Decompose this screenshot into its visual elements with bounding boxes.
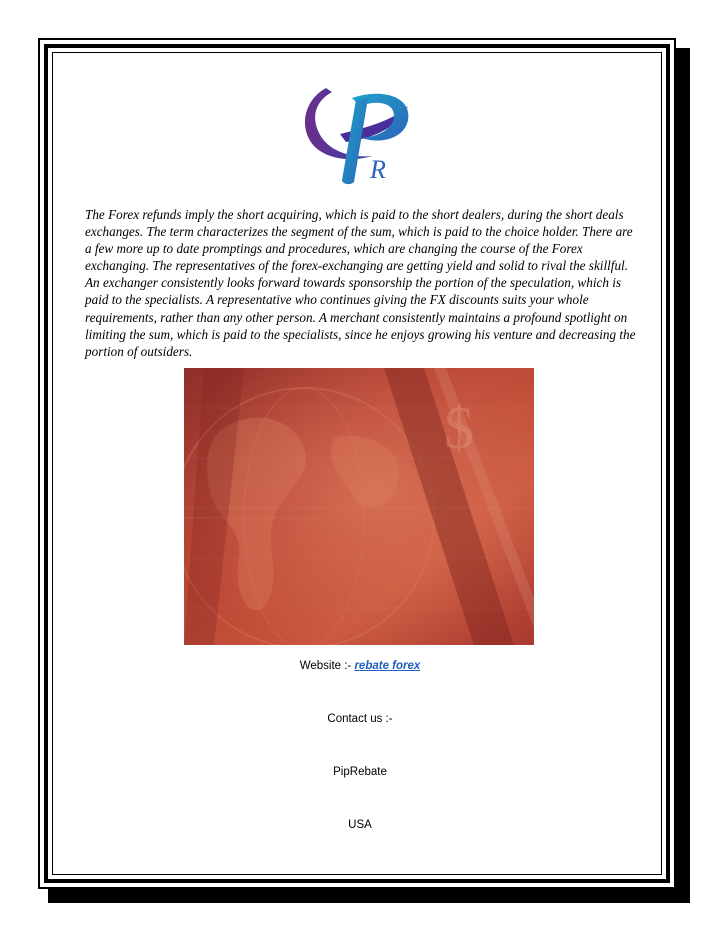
dollar-sign-graphic: $: [444, 395, 474, 461]
piprebate-logo: [296, 80, 422, 192]
contact-label: Contact us :-: [327, 713, 393, 725]
company-name: PipRebate: [333, 766, 387, 778]
body-paragraph: The Forex refunds imply the short acquiring, which is paid to the short dealers, during the short deals exchanges. The term characterizes the segment of the sum, which is paid to the choice holder. There are a few more up to date promptings and procedures, which are changing the course of the Forex exchanging. The representatives of the forex-exchanging are getting yield and solid to rival the skillful. An exchanger consistently looks forward towards sponsorship the portion of the speculation, which is paid to the specialists. A representative who continues giving the FX discounts suits your whole requirements, rather than any other person. A merchant consistently maintains a profound spotlight on limiting the sum, which is paid to the specialists, since he enjoys growing his venture and decreasing the portion of outsiders.: [85, 207, 636, 359]
logo-r-letter: R: [370, 155, 386, 184]
website-label: Website :-: [299, 660, 355, 672]
website-line: [0, 660, 720, 672]
website-link[interactable]: rebate forex: [354, 660, 421, 672]
country-name: USA: [348, 819, 372, 831]
forex-world-map-image: [184, 368, 534, 645]
